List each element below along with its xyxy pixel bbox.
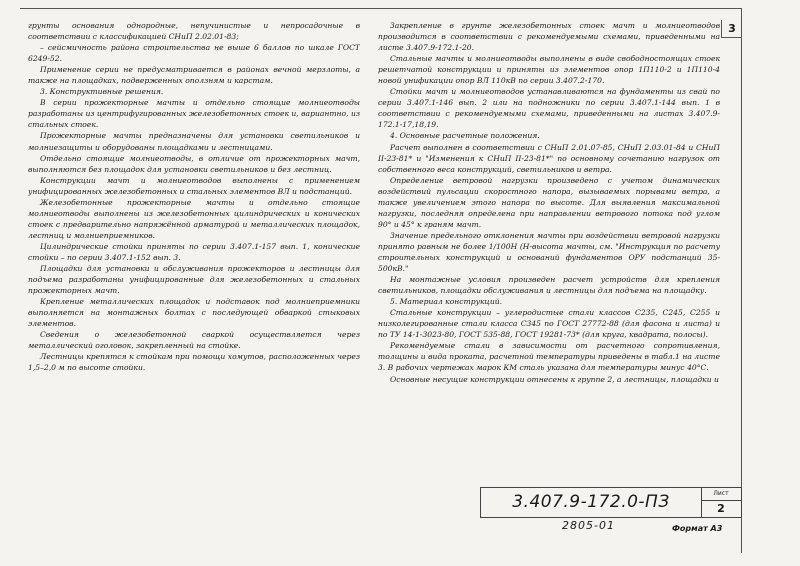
paragraph: Определение ветровой нагрузки произведено с учетом динамических воздействий пульсации скоростного напора, вызываемых порывами ветра, а также увеличением этого напора по высоте. Для выявления максимальной нагрузки, последняя определена при направлении ветрового потока под углом 90° и 45° к граням мачт. — [378, 175, 720, 229]
sheet-cell — [701, 488, 741, 517]
right-text-column — [378, 20, 720, 470]
left-text-column — [28, 20, 360, 470]
paragraph: Значение предельного отклонения мачты при воздействии ветровой нагрузки принято равным не более 1/100Н (Н-высота мачты, см. "Инструкция по расчету строительных конструкций и оснований фундаментов ОРУ подстанций 35-500кВ." — [378, 230, 720, 274]
sheet-number: 3 — [721, 20, 742, 38]
paragraph: На монтажные условия произведен расчет устройств для крепления светильников, площадки обслуживания и лестницы для подъема на площадку. — [378, 275, 720, 296]
sheet-label: Лист — [701, 488, 741, 501]
format-label: Формат А3 — [672, 524, 723, 533]
paragraph: В серии прожекторные мачты и отдельно стоящие молниеотводы разработаны из центрифугированных железобетонных стоек и, вариантно, из стальных стоек. — [28, 98, 360, 130]
paragraph: Лестницы крепятся к стойкам при помощи хомутов, расположенных через 1,5–2,0 м по высоте стойки. — [28, 352, 360, 373]
paragraph: Прожекторные мачты предназначены для установки светильников и молниезащиты и оборудованы площадками и лестницами. — [28, 131, 360, 152]
section-heading: 3. Конструктивные решения. — [40, 87, 164, 97]
section-heading: 5. Материал конструкций. — [390, 297, 503, 307]
paragraph: Цилиндрические стойки приняты по серии 3.407.1-157 вып. 1, конические стойки – по серии 3.407.1-152 вып. 3. — [28, 241, 360, 262]
paragraph: Стойки мачт и молниеотводов устанавливаются на фундаменты из свай по серии 3.407.1-146 вып. 2 или на подножники по серии 3.407.1-144 вып. 1 в соответствии с рекомендуемыми схемами, приведенными на листах 3.407.9-172.1-17,18,19. — [378, 87, 720, 130]
paragraph: Железобетонные прожекторные мачты и отдельно стоящие молниеотводы выполнены из железобетонных цилиндрических и конических стоек с предварительно напряжённой арматурой и металлических площадок, лестниц и молниеприемников. — [28, 197, 360, 240]
paragraph: Отдельно стоящие молниеотводы, в отличие от прожекторных мачт, выполняются без площадок для установки светильников и без лестниц. — [28, 153, 360, 174]
paragraph: грунты основания однородные, непучинистые и непросадочные в соответствии с классификацией СНиП 2.02.01-83; — [28, 21, 360, 42]
sheet-value: 2 — [717, 502, 725, 515]
paragraph: Конструкции мачт и молниеотводов выполнены с применением унифицированных железобетонных и стальных элементов ВЛ и подстанций. — [28, 175, 360, 196]
paragraph: Крепление металлических площадок и подставок под молниеприемники выполняется на монтажных болтах с последующей обваркой стыковых элементов. — [28, 297, 360, 329]
title-block-stamp — [480, 487, 742, 518]
document-code: 3.407.9-172.0-ПЗ — [481, 488, 702, 517]
paragraph: Основные несущие конструкции отнесены к группе 2, а лестницы, площадки и — [390, 374, 719, 384]
paragraph: Закрепление в грунте железобетонных стоек мачт и молниеотводов производится в соответствии с рекомендуемыми схемами, приведенными на листе 3.407.9-172.1-20. — [378, 21, 720, 53]
paragraph: Стальные конструкции – углеродистые стали классов С235, С245, С255 и низколегированные стали класса С345 по ГОСТ 27772-88 (для фасона и листа) и по ТУ 14-1-3023-80, ГОСТ 535-88, ГОСТ 19281-73* (для круга, квадрата, полосы). — [378, 308, 720, 340]
section-heading: 4. Основные расчетные положения. — [390, 131, 540, 141]
paragraph: – сейсмичность района строительства не выше 6 баллов по шкале ГОСТ 6249-52. — [28, 43, 360, 64]
paragraph: Стальные мачты и молниеотводы выполнены в виде свободностоящих стоек решетчатой конструкции и приняты из элементов опор 1П110-2 и 1П110-4 новой унификации опор ВЛ 110кВ по серии 3.407.2-170. — [378, 54, 720, 86]
paragraph: Сведения о железобетонной сваркой осуществляется через металлический оголовок, закрепленный на стойке. — [28, 330, 360, 351]
paragraph: Площадки для установки и обслуживания прожекторов и лестницы для подъема разработаны унифицированные для железобетонных и стальных прожекторных мачт. — [28, 264, 360, 296]
paragraph: Применение серии не предусматривается в районах вечной мерзлоты, а также на площадках, подверженных оползням и карстам. — [28, 65, 360, 86]
paragraph: Рекомендуемые стали в зависимости от расчетного сопротивления, толщины и вида проката, расчетной температуры приведены в табл.1 на листе 3. В рабочих чертежах марок КМ сталь указана для температуры минус 40°С. — [378, 341, 720, 373]
paragraph: Расчет выполнен в соответствии с СНиП 2.01.07-85, СНиП 2.03.01-84 и СНиП II-23-81* и "Изменения к СНиП II-23-81*" по основному сочетанию нагрузок от собственного веса конструкций, светильников и ветра. — [378, 142, 720, 174]
inventory-number: 2805-01 — [562, 519, 615, 532]
